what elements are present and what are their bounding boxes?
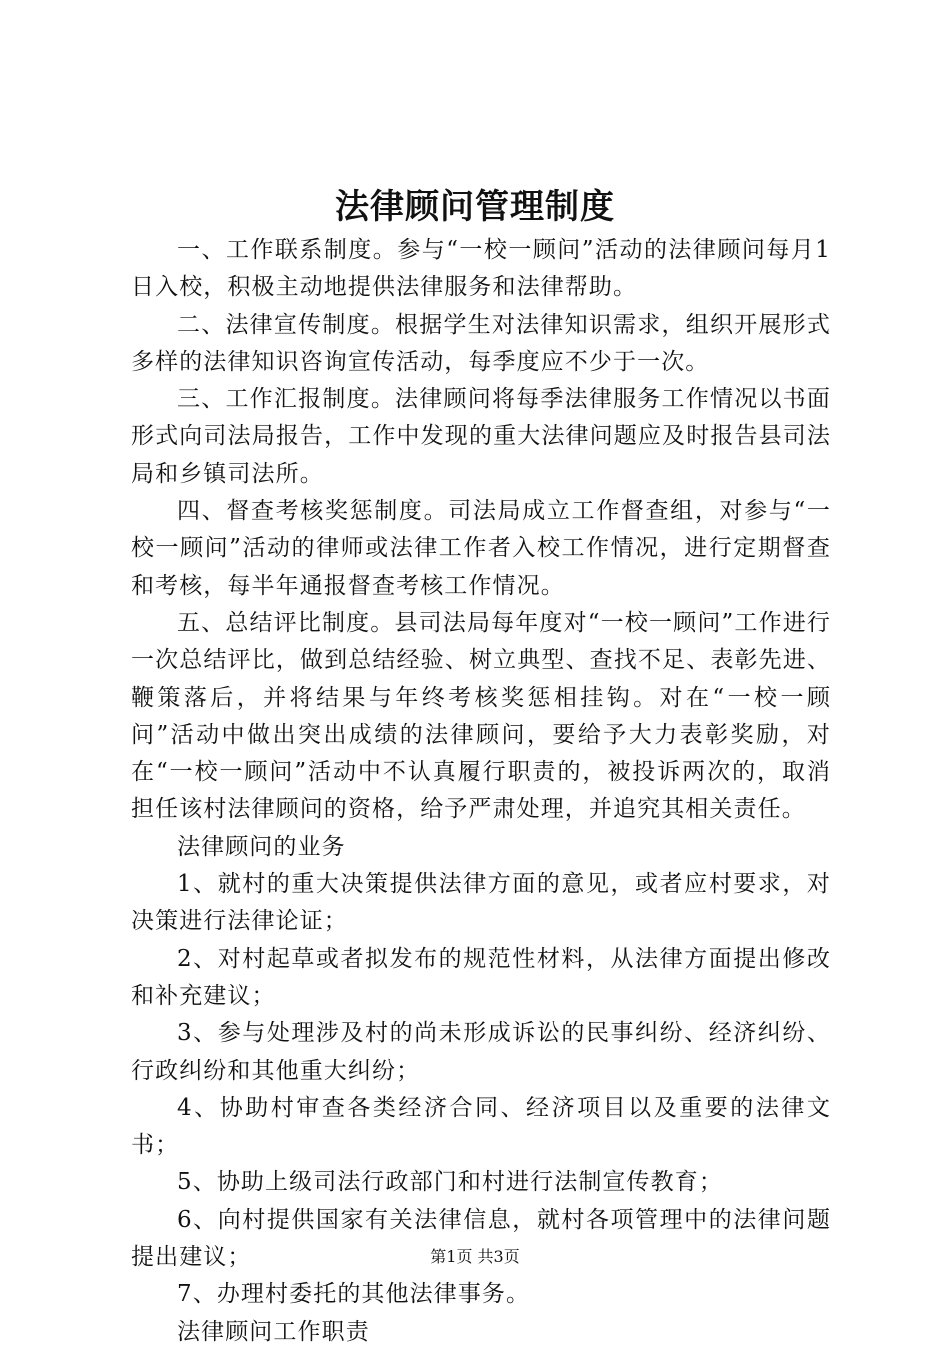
business-item-4: 4、协助村审查各类经济合同、经济项目以及重要的法律文书； xyxy=(131,1094,831,1159)
business-item-5: 5、协助上级司法行政部门和村进行法制宣传教育； xyxy=(177,1169,723,1196)
paragraph-work-report: 三、工作汇报制度。法律顾问将每季法律服务工作情况以书面形式向司法局报告，工作中发现的重大法律问题应及时报告县司法局和乡镇司法所。 xyxy=(131,386,831,487)
section-heading-business: 法律顾问的业务 xyxy=(177,833,346,860)
section-heading-duties: 法律顾问工作职责 xyxy=(177,1318,370,1345)
paragraph-inspection-assessment: 四、督查考核奖惩制度。司法局成立工作督查组，对参与“一校一顾问”活动的律师或法律工作者入校工作情况，进行定期督查和考核，每半年通报督查考核工作情况。 xyxy=(131,498,831,599)
paragraph-legal-publicity: 二、法律宣传制度。根据学生对法律知识需求，组织开展形式多样的法律知识咨询宣传活动，每季度应不少于一次。 xyxy=(131,311,831,375)
paragraph-work-contact: 一、工作联系制度。参与“一校一顾问”活动的法律顾问每月1日入校，积极主动地提供法律服务和法律帮助。 xyxy=(131,237,831,301)
business-item-6: 6、向村提供国家有关法律信息，就村各项管理中的法律问题提出建议； xyxy=(131,1206,831,1271)
business-item-1: 1、就村的重大决策提供法律方面的意见，或者应村要求，对决策进行法律论证； xyxy=(131,871,831,935)
business-item-7: 7、办理村委托的其他法律事务。 xyxy=(177,1281,531,1308)
page-footer: 第1页 共3页 xyxy=(430,1247,520,1266)
business-item-2: 2、对村起草或者拟发布的规范性材料，从法律方面提出修改和补充建议； xyxy=(131,945,831,1009)
paragraph-summary-evaluation: 五、总结评比制度。县司法局每年度对“一校一顾问”工作进行一次总结评比，做到总结经验、树立典型、查找不足、表彰先进、鞭策落后，并将结果与年终考核奖惩相挂钩。对在“一校一顾问”活动中做出突出成绩的法律顾问，要给予大力表彰奖励，对在“一校一顾问”活动中不认真履行职责的，被投诉两次的，取消担任该村法律顾问的资格，给予严肃处理，并追究其相关责任。 xyxy=(131,609,831,823)
document-body xyxy=(131,232,831,1351)
document-title: 法律顾问管理制度 xyxy=(335,187,615,227)
business-item-3: 3、参与处理涉及村的尚未形成诉讼的民事纠纷、经济纠纷、行政纠纷和其他重大纠纷； xyxy=(131,1020,831,1084)
